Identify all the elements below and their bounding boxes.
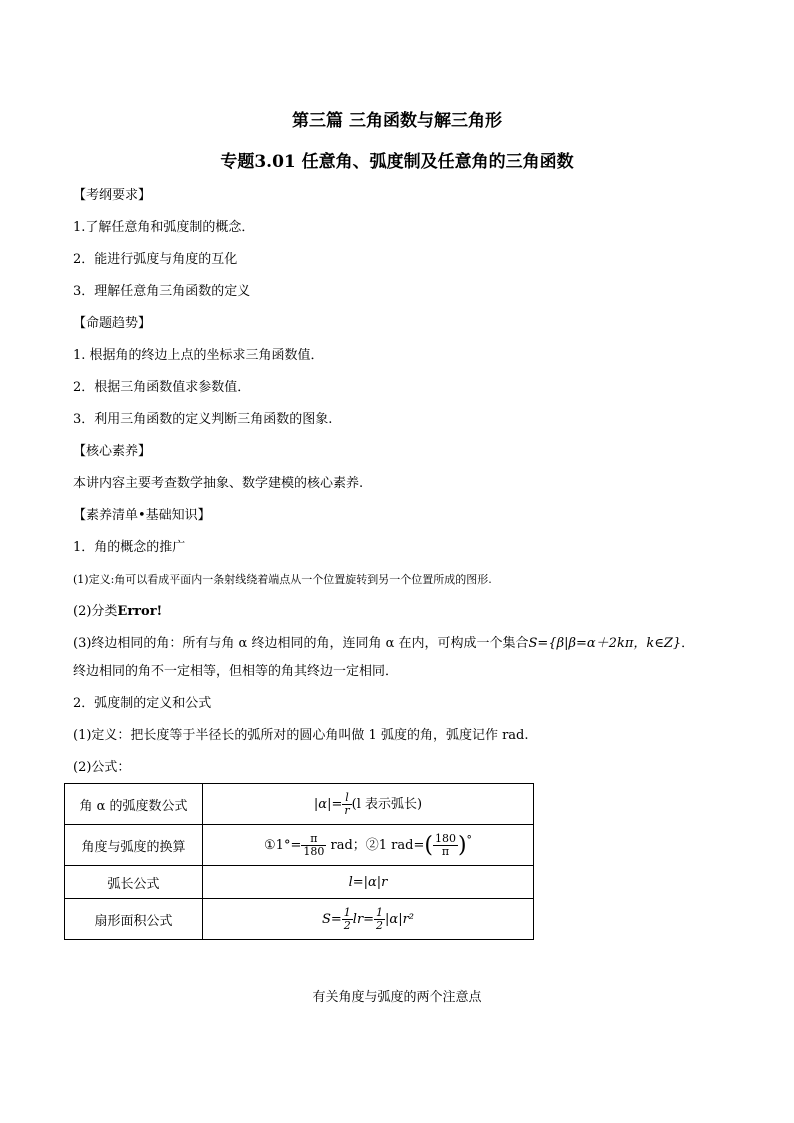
fraction [342,792,351,817]
coterminal-text: (3)终边相同的角：所有与角 α 终边相同的角，连同角 α 在内，可构成一个集合 [73,636,529,651]
kaogang-item-3: 3．理解任意角三角函数的定义 [73,284,251,299]
denominator: r [344,803,350,817]
right-paren: ) [457,832,467,858]
paragraph-coterminal-note: 终边相同的角不一定相等，但相等的角其终边一定相同． [73,664,399,679]
row-value: l=|α|r [203,866,534,899]
degree-sign: ° [466,833,472,847]
numerator: 1 [343,905,351,919]
formula-part: (l 表示弧长) [351,796,423,812]
numerator: l [342,792,351,805]
formula-part: lr= [352,911,375,927]
error-text: Error! [117,604,163,619]
paragraph-coterminal [73,635,694,653]
numerator: π [301,833,326,846]
paragraph-classification [73,603,162,621]
hexin-text: 本讲内容主要考查数学抽象、数学建模的核心素养. [73,476,364,491]
formula-part: S= [321,911,342,927]
table-row [65,825,534,866]
formula-part: |α|= [313,796,343,812]
paragraph-definition: (1)定义:角可以看成平面内一条射线绕着端点从一个位置旋转到另一个位置所成的图形. [73,573,492,586]
formula-part: |α|r² [385,911,415,927]
heading-angle-concept: 1．角的概念的推广 [73,540,186,555]
fraction [433,833,458,858]
note-heading: 有关角度与弧度的两个注意点 [312,990,482,1005]
row-key: 角度与弧度的换算 [65,825,203,866]
formula-part: ①1°= [264,837,302,853]
mingti-item-1: 1. 根据角的终边上点的坐标求三角函数值． [73,348,324,363]
fraction [342,907,353,932]
denominator: 180 [303,844,325,858]
fraction [301,833,326,858]
paragraph-formula-label: (2)公式： [73,760,131,775]
row-value [203,899,534,940]
denominator: 2 [343,918,351,932]
topic-title: 专题3.01 任意角、弧度制及任意角的三角函数 [220,152,574,172]
row-value [203,825,534,866]
coterminal-set: S={β|β=α＋2kπ，k∈Z} [528,636,682,651]
denominator: 2 [376,918,384,932]
table-row [65,899,534,940]
row-value [203,784,534,825]
kaogang-item-1: 1.了解任意角和弧度制的概念． [73,220,255,235]
section-suyang: 【素养清单•基础知识】 [73,508,211,523]
left-paren: ( [424,832,433,858]
table-row [65,784,534,825]
paragraph-radian-definition: (1)定义：把长度等于半径长的弧所对的圆心角叫做 1 弧度的角，弧度记作 rad. [73,728,529,743]
section-hexin: 【核心素养】 [73,444,152,459]
heading-radian: 2．弧度制的定义和公式 [73,696,212,711]
coterminal-end: ． [681,636,695,651]
chapter-title: 第三篇 三角函数与解三角形 [292,111,502,131]
row-key: 扇形面积公式 [65,899,203,940]
mingti-item-2: 2．根据三角函数值求参数值． [73,380,251,395]
fraction [374,907,385,932]
numerator: 180 [434,831,456,845]
numerator: 1 [376,905,384,919]
row-key: 角 α 的弧度数公式 [65,784,203,825]
kaogang-item-2: 2．能进行弧度与角度的互化 [73,252,238,267]
table-row [65,866,534,899]
denominator: π [441,844,450,858]
section-kaogang: 【考纲要求】 [73,188,152,203]
section-mingti: 【命题趋势】 [73,316,152,331]
row-key: 弧长公式 [65,866,203,899]
mingti-item-3: 3．利用三角函数的定义判断三角函数的图象. [73,412,333,427]
classification-label: (2)分类 [73,604,118,619]
formula-part: rad；②1 rad= [326,837,425,853]
formula-table [64,783,534,940]
